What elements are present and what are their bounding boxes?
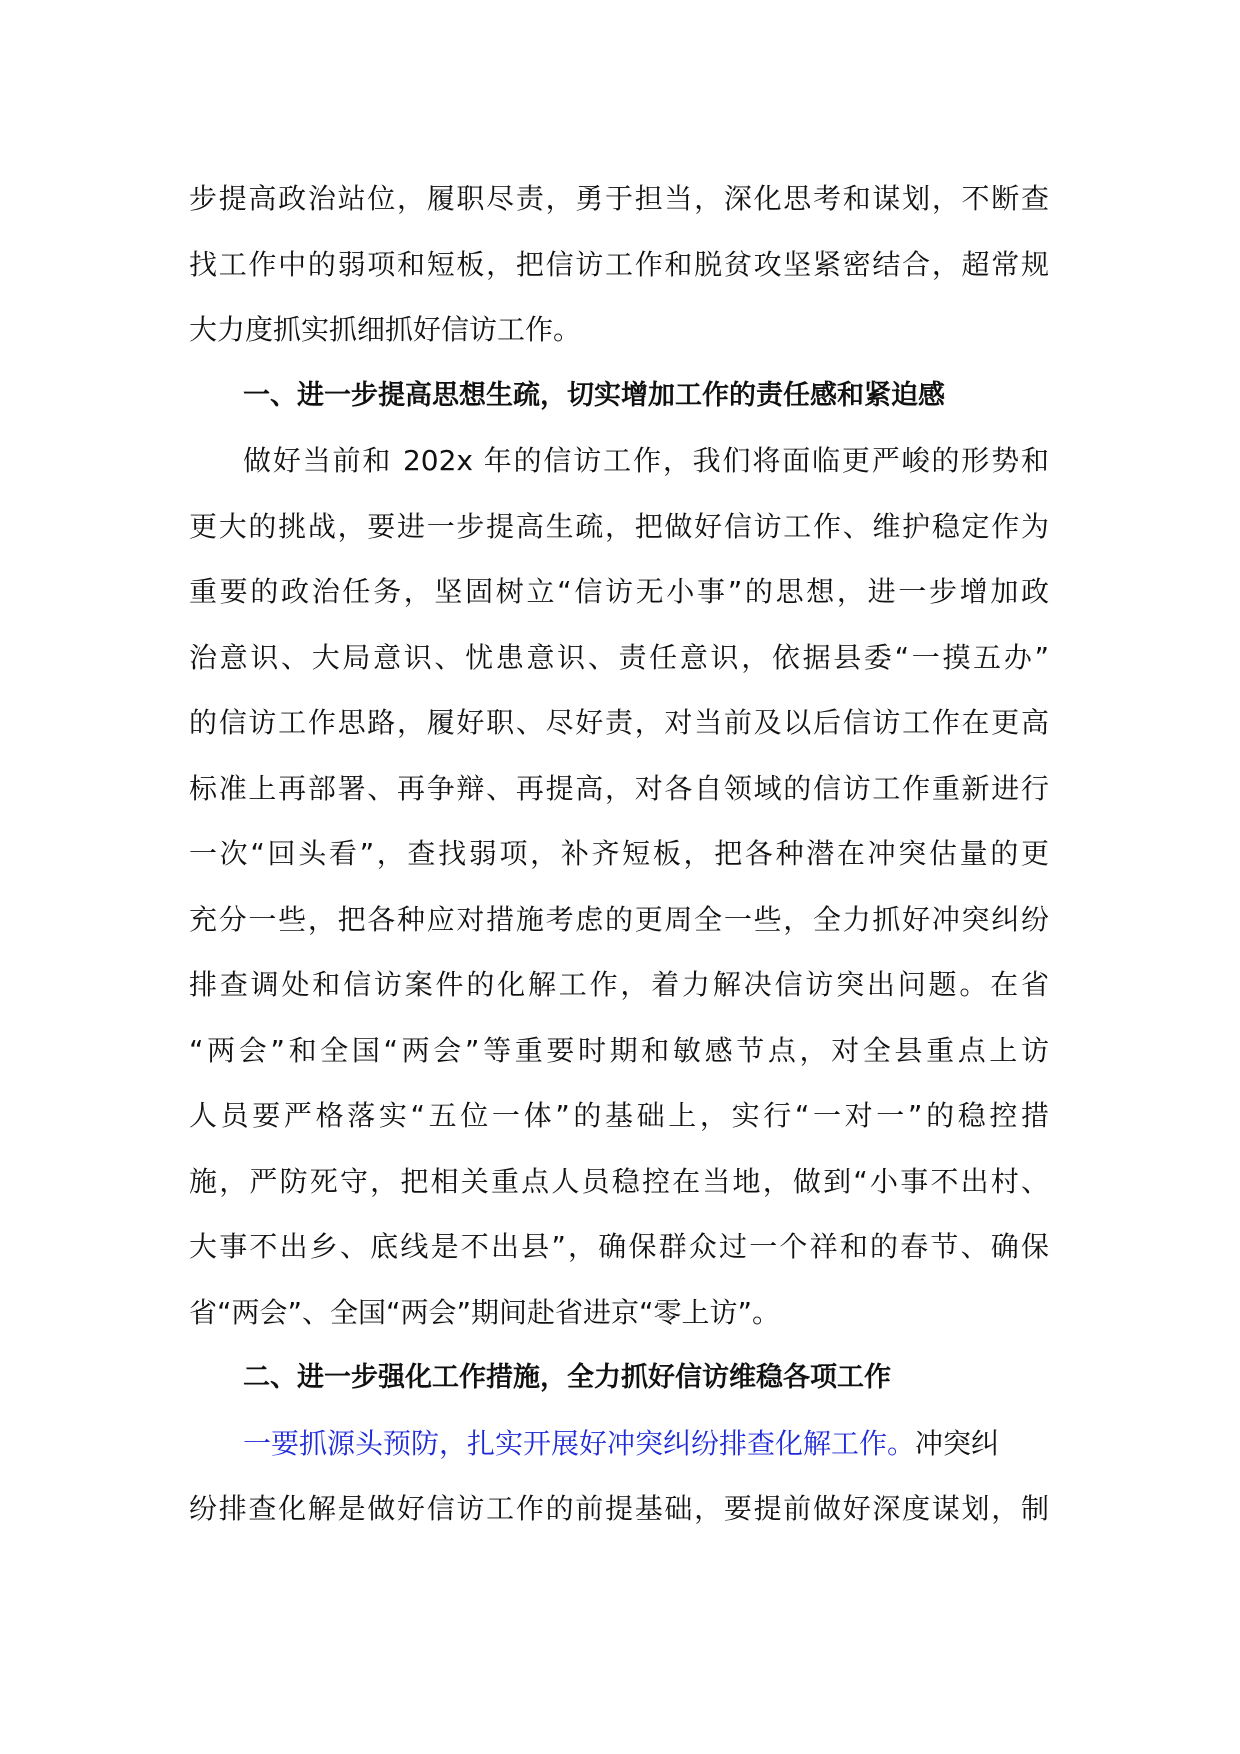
paragraph-line: 大力度抓实抓细抓好信访工作。 [189,313,582,346]
paragraph-line: 排查调处和信访案件的化解工作，着力解决信访突出问题。在省 [189,968,1049,1001]
paragraph-line: 重要的政治任务，坚固树立“信访无小事”的思想，进一步增加政 [189,575,1049,608]
paragraph-text: 冲突纠 [915,1426,1000,1460]
document-body [189,166,1049,1542]
paragraph-line: 一次“回头看”，查找弱项，补齐短板，把各种潜在冲突估量的更 [189,837,1049,870]
paragraph-line: 找工作中的弱项和短板，把信访工作和脱贫攻坚紧密结合，超常规 [189,247,1049,281]
paragraph-line: 做好当前和 202x 年的信访工作，我们将面临更严峻的形势和 [243,444,1049,477]
paragraph-line: 省“两会”、全国“两会”期间赴省进京“零上访”。 [189,1295,781,1329]
paragraph-line-emphasis [189,1411,1049,1477]
paragraph-line: 充分一些，把各种应对措施考虑的更周全一些，全力抓好冲突纠纷 [189,902,1049,936]
paragraph-line: 标准上再部署、再争辩、再提高，对各自领域的信访工作重新进行 [189,771,1049,805]
paragraph-line: 更大的挑战，要进一步提高生疏，把做好信访工作、维护稳定作为 [189,509,1049,543]
section-heading-1: 一、进一步提高思想生疏，切实增加工作的责任感和紧迫感 [243,379,945,411]
paragraph-line: 的信访工作思路，履好职、尽好责，对当前及以后信访工作在更高 [189,706,1049,739]
paragraph-line: 步提高政治站位，履职尽责，勇于担当，深化思考和谋划，不断查 [189,182,1049,215]
paragraph-line: “两会”和全国“两会”等重要时期和敏感节点，对全县重点上访 [189,1033,1049,1067]
emphasis-text: 一要抓源头预防，扎实开展好冲突纠纷排查化解工作。 [243,1426,916,1460]
paragraph-line: 纷排查化解是做好信访工作的前提基础，要提前做好深度谋划，制 [189,1492,1049,1525]
paragraph-line: 治意识、大局意识、忧患意识、责任意识，依据县委“一摸五办” [189,640,1049,674]
paragraph-line: 大事不出乡、底线是不出县”，确保群众过一个祥和的春节、确保 [189,1230,1049,1263]
section-heading-2: 二、进一步强化工作措施，全力抓好信访维稳各项工作 [243,1362,891,1393]
paragraph-line: 施，严防死守，把相关重点人员稳控在当地，做到“小事不出村、 [189,1164,1049,1198]
paragraph-line: 人员要严格落实“五位一体”的基础上，实行“一对一”的稳控措 [189,1099,1049,1132]
